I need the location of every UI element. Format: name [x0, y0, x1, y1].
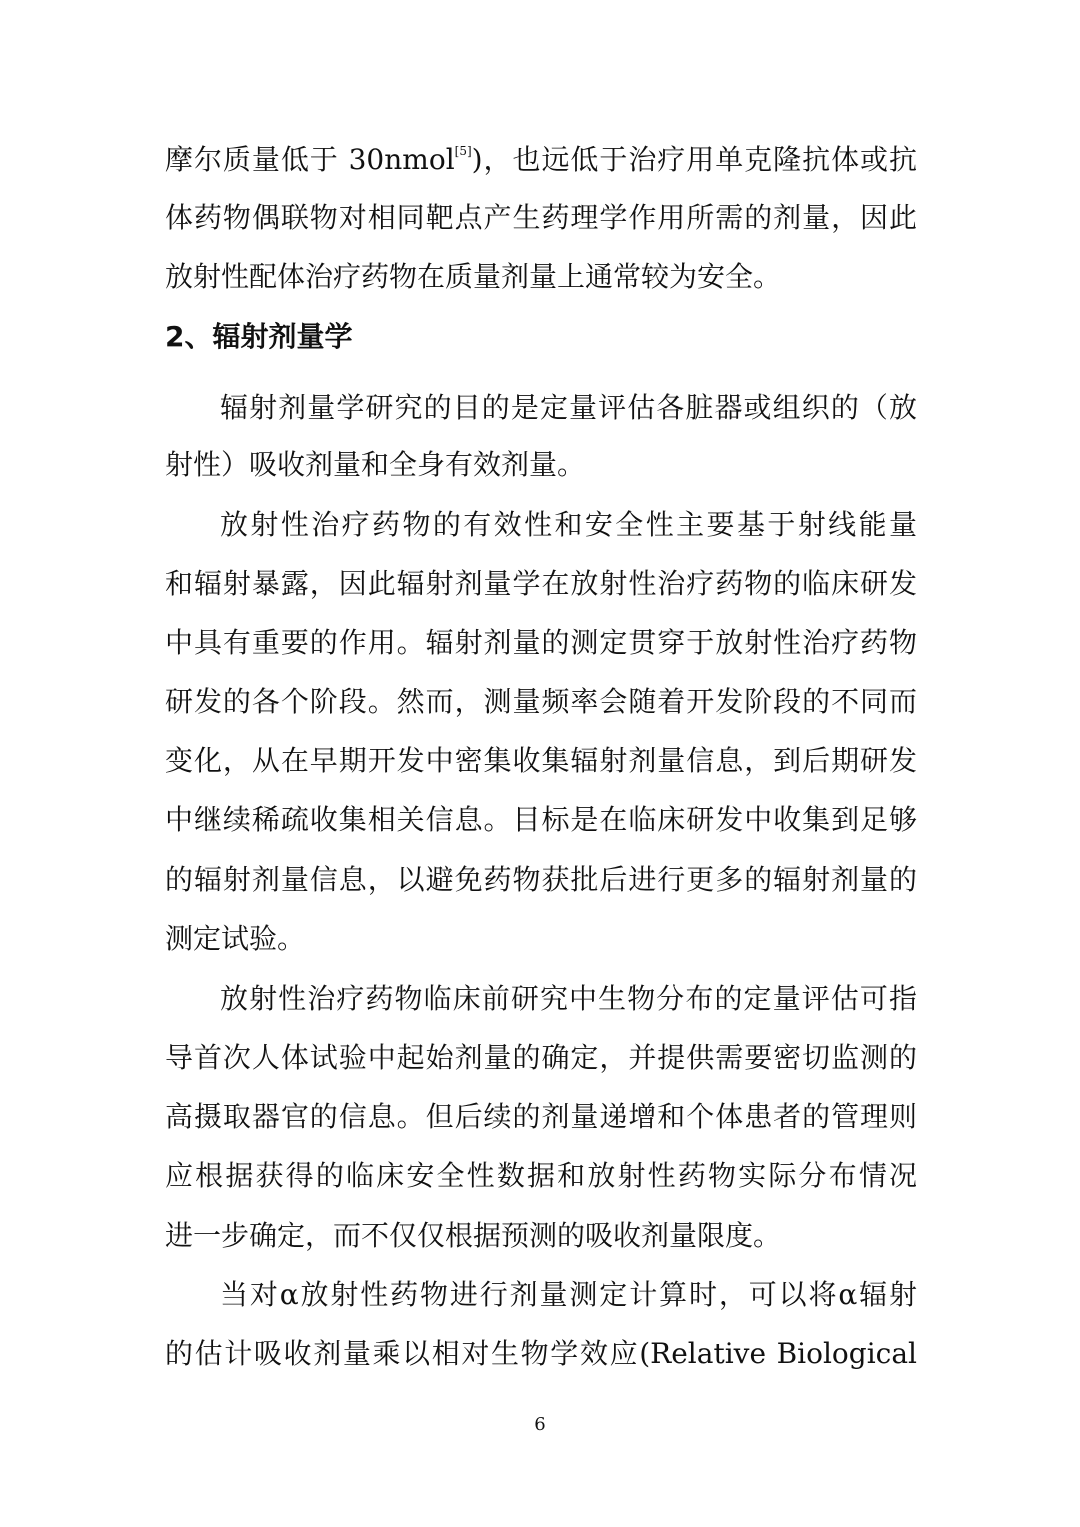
paragraph-line: 和辐射暴露，因此辐射剂量学在放射性治疗药物的临床研发: [165, 567, 917, 600]
paragraph-line: 体药物偶联物对相同靶点产生药理学作用所需的剂量，因此: [165, 201, 917, 234]
paragraph-line: 中继续稀疏收集相关信息。目标是在临床研发中收集到足够: [165, 803, 917, 836]
section-heading: 2、辐射剂量学: [165, 320, 353, 353]
paragraph-line: 变化，从在早期开发中密集收集辐射剂量信息，到后期研发: [165, 744, 917, 777]
paragraph-line: 辐射剂量学研究的目的是定量评估各脏器或组织的（放: [220, 391, 917, 424]
paragraph-line: 高摄取器官的信息。但后续的剂量递增和个体患者的管理则: [165, 1100, 917, 1133]
line-text: )，也远低于治疗用单克隆抗体或抗: [471, 143, 917, 176]
line-text: 摩尔质量低于 30nmol: [165, 143, 455, 176]
paragraph-line: 放射性配体治疗药物在质量剂量上通常较为安全。: [165, 260, 782, 293]
paragraph-line: 应根据获得的临床安全性数据和放射性药物实际分布情况: [165, 1159, 917, 1192]
paragraph-line: 的辐射剂量信息，以避免药物获批后进行更多的辐射剂量的: [165, 863, 917, 896]
paragraph-line: 测定试验。: [165, 922, 306, 955]
citation-superscript: [5]: [454, 144, 472, 158]
paragraph-line: 放射性治疗药物的有效性和安全性主要基于射线能量: [220, 508, 917, 541]
paragraph-line: 放射性治疗药物临床前研究中生物分布的定量评估可指: [220, 982, 917, 1015]
paragraph-line: 导首次人体试验中起始剂量的确定，并提供需要密切监测的: [165, 1041, 917, 1074]
paragraph-line: 当对α放射性药物进行剂量测定计算时，可以将α辐射: [220, 1278, 917, 1311]
paragraph-line: 的估计吸收剂量乘以相对生物学效应(Relative Biological: [165, 1337, 917, 1370]
paragraph-line: 进一步确定，而不仅仅根据预测的吸收剂量限度。: [165, 1219, 782, 1252]
paragraph-line: 中具有重要的作用。辐射剂量的测定贯穿于放射性治疗药物: [165, 626, 917, 659]
paragraph-line: 射性）吸收剂量和全身有效剂量。: [165, 448, 586, 481]
paragraph-line: [165, 140, 917, 180]
paragraph-line: 研发的各个阶段。然而，测量频率会随着开发阶段的不同而: [165, 685, 917, 718]
page-number: 6: [534, 1414, 546, 1435]
